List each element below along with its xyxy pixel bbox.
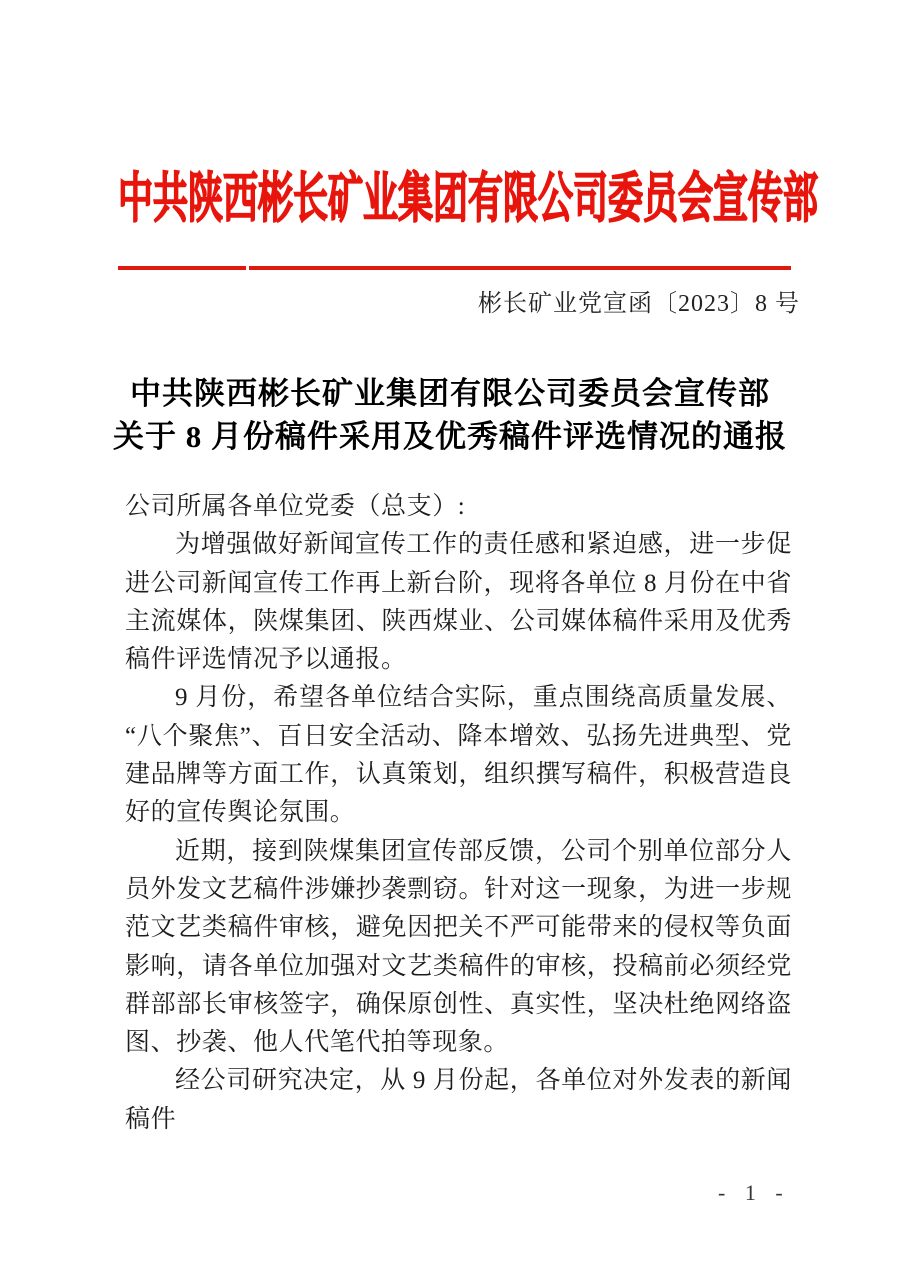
doc-title	[0, 372, 900, 458]
body-paragraph: 经公司研究决定，从 9 月份起，各单位对外发表的新闻稿件	[125, 1067, 792, 1133]
doc-title-line1: 中共陕西彬长矿业集团有限公司委员会宣传部	[130, 376, 770, 411]
document-body	[125, 488, 792, 1139]
body-paragraph: 近期，接到陕煤集团宣传部反馈，公司个别单位部分人员外发文艺稿件涉嫌抄袭剽窃。针对这一现象，为进一步规范文艺类稿件审核，避免因把关不严可能带来的侵权等负面影响，请各单位加强对文艺类稿件的审核，投稿前必须经党群部部长审核签字，确保原创性、真实性，坚决杜绝网络盗图、抄袭、他人代笔代拍等现象。	[125, 837, 792, 1057]
page-number: - 1 -	[718, 1180, 790, 1205]
letterhead-title: 中共陕西彬长矿业集团有限公司委员会宣传部	[118, 168, 819, 229]
red-divider-rule	[118, 266, 791, 270]
body-paragraph: 9 月份，希望各单位结合实际，重点围绕高质量发展、“八个聚焦”、百日安全活动、降本增效、弘扬先进典型、党建品牌等方面工作，认真策划，组织撰写稿件，积极营造良好的宣传舆论氛围。	[125, 684, 792, 827]
salutation: 公司所属各单位党委（总支）:	[125, 493, 466, 520]
body-paragraph: 为增强做好新闻宣传工作的责任感和紧迫感，进一步促进公司新闻宣传工作再上新台阶，现将各单位 8 月份在中省主流媒体，陕煤集团、陕西煤业、公司媒体稿件采用及优秀稿件评选情况予以通报。	[125, 531, 792, 674]
doc-title-line2: 关于 8 月份稿件采用及优秀稿件评选情况的通报	[113, 419, 787, 454]
doc-reference-number: 彬长矿业党宣函〔2023〕8 号	[478, 291, 800, 317]
